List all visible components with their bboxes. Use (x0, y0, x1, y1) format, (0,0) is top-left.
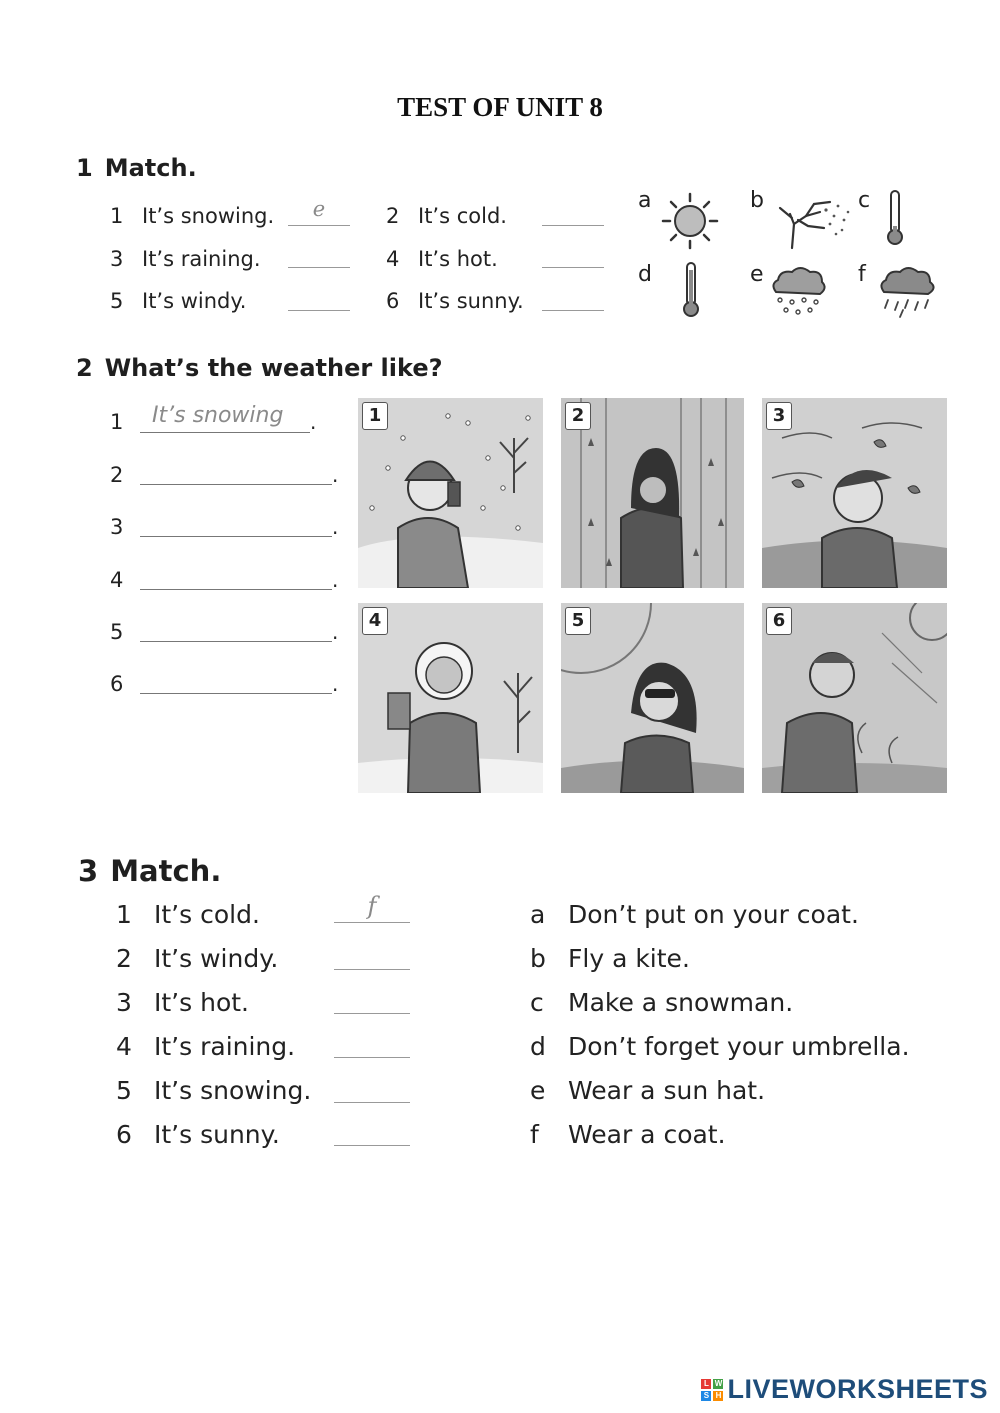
s2-dot: . (310, 410, 317, 434)
s1-answer-5[interactable] (288, 284, 350, 311)
s1-answer-4[interactable] (542, 241, 604, 268)
panel-number-4: 4 (362, 607, 388, 635)
panel-number-5: 5 (565, 607, 591, 635)
s2-dot: . (332, 463, 339, 487)
s3-right-item-a: a Don’t put on your coat. (530, 900, 859, 929)
cold-thermometer-icon (880, 188, 910, 248)
s1-answer-2[interactable] (542, 199, 604, 226)
panel-number-1: 1 (362, 402, 388, 430)
s2-line-6[interactable] (140, 692, 332, 694)
pic-letter-f: f (858, 262, 866, 287)
s3-answer-6[interactable] (334, 1119, 410, 1146)
s2-num-2: 2 (110, 463, 124, 487)
rain-cloud-icon (874, 262, 940, 320)
s2-dot: . (332, 672, 339, 696)
picture-panel-3 (762, 398, 947, 588)
liveworksheets-logo[interactable] (701, 1374, 988, 1405)
s3-right-item-e: e Wear a sun hat. (530, 1076, 766, 1105)
s2-num-4: 4 (110, 568, 124, 592)
s2-line-2[interactable] (140, 483, 332, 485)
s2-num-3: 3 (110, 515, 124, 539)
s1-answer-3[interactable] (288, 241, 350, 268)
hot-thermometer-icon (676, 260, 706, 320)
sun-icon (654, 190, 726, 252)
s1-item-2: 2 It’s cold. (386, 204, 507, 228)
s2-dot: . (332, 568, 339, 592)
section-2-heading: 2 What’s the weather like? (76, 354, 443, 382)
s3-answer-4[interactable] (334, 1031, 410, 1058)
s3-right-item-b: b Fly a kite. (530, 944, 690, 973)
pic-letter-a: a (638, 188, 652, 213)
picture-panel-6 (762, 603, 947, 793)
s3-left-item-5: 5 It’s snowing. (116, 1076, 312, 1105)
s3-answer-5[interactable] (334, 1076, 410, 1103)
picture-panel-5 (561, 603, 744, 793)
s2-dot: . (332, 620, 339, 644)
s2-line-4[interactable] (140, 588, 332, 590)
s2-num-1: 1 (110, 410, 124, 434)
s2-num-5: 5 (110, 620, 124, 644)
s3-left-item-6: 6 It’s sunny. (116, 1120, 280, 1149)
panel-number-2: 2 (565, 402, 591, 430)
pic-letter-e: e (750, 262, 764, 287)
brand-name: LIVEWORKSHEETS (727, 1374, 988, 1404)
pic-letter-c: c (858, 188, 871, 213)
s1-answer-1[interactable]: e (288, 199, 350, 226)
picture-panel-1 (358, 398, 543, 588)
logo-mark-icon: L W S H (701, 1379, 723, 1401)
s1-answer-6[interactable] (542, 284, 604, 311)
section-1-heading: 1 Match. (76, 154, 197, 182)
panel-number-6: 6 (766, 607, 792, 635)
s2-line-3[interactable] (140, 535, 332, 537)
windy-tree-icon (768, 190, 854, 250)
s1-item-4: 4 It’s hot. (386, 247, 498, 271)
section-3-heading: 3 Match. (78, 854, 222, 888)
s2-line-5[interactable] (140, 640, 332, 642)
s3-right-item-c: c Make a snowman. (530, 988, 794, 1017)
pic-letter-b: b (750, 188, 764, 213)
pic-letter-d: d (638, 262, 652, 287)
s2-answer-1[interactable]: It’s snowing (152, 403, 284, 428)
picture-panel-4 (358, 603, 543, 793)
s3-answer-1[interactable]: f (334, 896, 410, 923)
s2-dot: . (332, 515, 339, 539)
s3-left-item-1: 1 It’s cold. (116, 900, 260, 929)
s3-right-item-d: d Don’t forget your umbrella. (530, 1032, 910, 1061)
picture-panel-2 (561, 398, 744, 588)
s3-right-item-f: f Wear a coat. (530, 1120, 726, 1149)
snow-cloud-icon (764, 262, 830, 318)
page-title: TEST OF UNIT 8 (397, 92, 603, 122)
s2-line-1 (140, 431, 310, 433)
s1-item-3: 3 It’s raining. (110, 247, 261, 271)
s3-answer-3[interactable] (334, 987, 410, 1014)
s3-left-item-4: 4 It’s raining. (116, 1032, 296, 1061)
s1-item-6: 6 It’s sunny. (386, 289, 524, 313)
s1-item-1: 1 It’s snowing. (110, 204, 275, 228)
s3-answer-2[interactable] (334, 943, 410, 970)
s1-item-5: 5 It’s windy. (110, 289, 247, 313)
panel-number-3: 3 (766, 402, 792, 430)
s3-left-item-2: 2 It’s windy. (116, 944, 279, 973)
s3-left-item-3: 3 It’s hot. (116, 988, 249, 1017)
s2-num-6: 6 (110, 672, 124, 696)
